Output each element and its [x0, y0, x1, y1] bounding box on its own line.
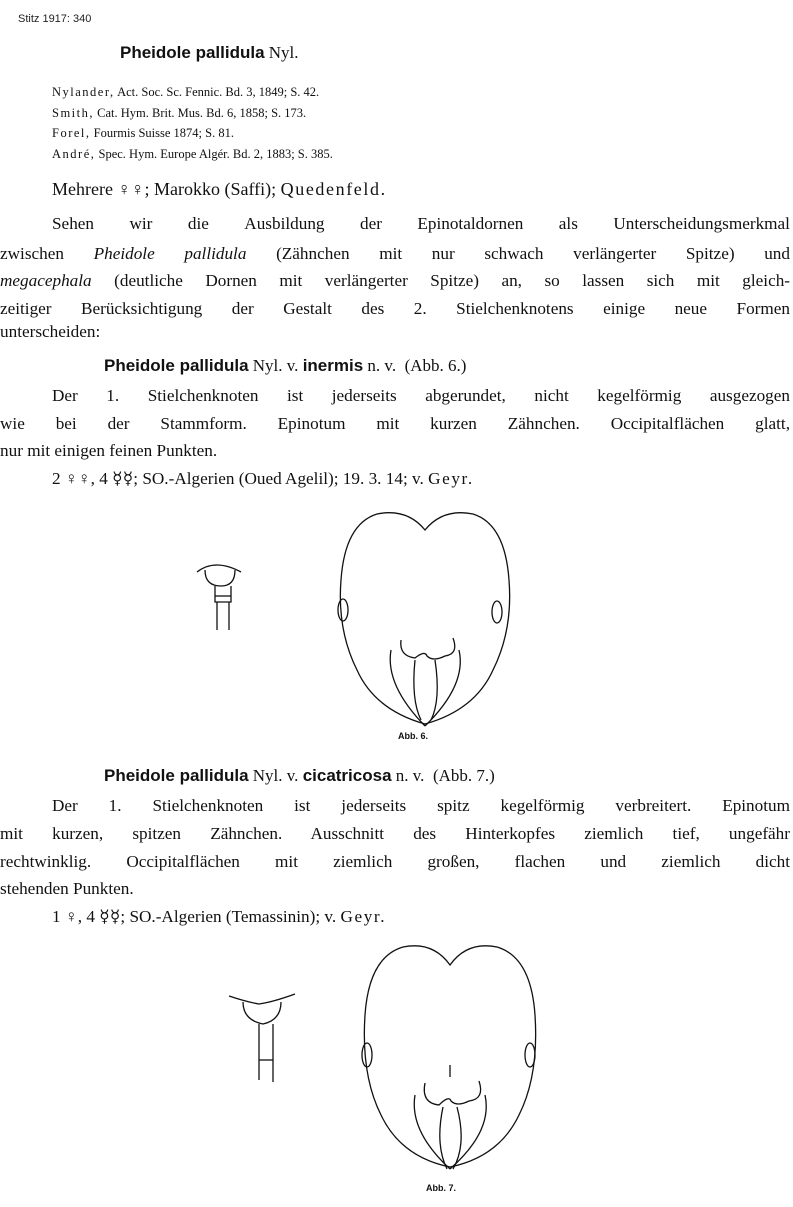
- variety-1-name: inermis: [302, 356, 364, 375]
- intro-text: (deutliche Dornen mit verlängerter Spitze) an, so lassen sich mit gleich-: [114, 271, 791, 290]
- intro-word: als: [558, 214, 578, 233]
- reference-author: Nylander,: [52, 85, 115, 99]
- variety-2-count: 1 ♀, 4 ☿☿;: [52, 907, 126, 926]
- intro-word: der: [359, 214, 382, 233]
- intro-word: wir: [129, 214, 153, 233]
- variety-2-figref: (Abb. 7.): [432, 766, 495, 785]
- variety-2-line-4: stehenden Punkten.: [0, 879, 134, 898]
- figure-6-head: [335, 500, 515, 730]
- reference-item: [52, 126, 234, 141]
- variety-2-locality: SO.-Algerien (Temassinin); v.: [129, 907, 337, 926]
- variety-1-line-2: wie bei der Stammform. Epinotum mit kurzen Zähnchen. Occipitalflächen glatt,: [0, 414, 790, 433]
- intro-taxon: Pheidole pallidula: [93, 244, 247, 263]
- intro-line-4: zeitiger Berücksichtigung der Gestalt des 2. Stielchenknotens einige neue Formen: [0, 299, 790, 318]
- record-prefix: Mehrere: [52, 179, 113, 199]
- record-main: [52, 179, 387, 200]
- variety-1-author: Nyl.: [252, 356, 283, 375]
- variety-2-title: [104, 766, 495, 786]
- variety-1-line-1: Der 1. Stielchenknoten ist jederseits abgerundet, nicht kegelförmig ausgezogen: [52, 386, 790, 405]
- species-name: Pheidole pallidula: [120, 43, 265, 62]
- record-symbols: ♀♀: [117, 179, 145, 199]
- variety-2-v: v.: [286, 766, 299, 785]
- variety-2-status: n. v.: [395, 766, 425, 785]
- variety-2-line-3: rechtwinklig. Occipitalflächen mit ziemlich großen, flachen und ziemlich dicht: [0, 852, 790, 871]
- intro-text: zwischen: [0, 244, 64, 263]
- page-citation: Stitz 1917: 340: [18, 13, 92, 25]
- intro-word: Sehen: [52, 214, 95, 233]
- intro-taxon: megacephala: [0, 271, 92, 290]
- figure-6-caption: Abb. 6.: [398, 731, 429, 741]
- variety-1-record: [52, 469, 474, 489]
- intro-word: Unterscheidungsmerkmal: [613, 214, 790, 233]
- reference-author: Forel,: [52, 126, 91, 140]
- intro-word: die: [187, 214, 209, 233]
- variety-2-species: Pheidole pallidula: [104, 766, 249, 785]
- variety-2-line-1: Der 1. Stielchenknoten ist jederseits spitz kegelförmig verbreitert. Epinotum: [52, 796, 790, 815]
- reference-item: [52, 106, 306, 121]
- reference-item: [52, 85, 319, 100]
- reference-author: André,: [52, 147, 96, 161]
- intro-word: Ausbildung: [244, 214, 325, 233]
- reference-text: Spec. Hym. Europe Algér. Bd. 2, 1883; S. 385.: [98, 147, 333, 161]
- reference-text: Act. Soc. Sc. Fennic. Bd. 3, 1849; S. 42.: [117, 85, 320, 99]
- variety-1-line-3: nur mit einigen feinen Punkten.: [0, 441, 218, 460]
- figure-7-head: [355, 935, 545, 1175]
- figure-6-petiole: [195, 560, 255, 640]
- record-collector: Quedenfeld.: [280, 179, 387, 199]
- variety-2-line-2: mit kurzen, spitzen Zähnchen. Ausschnitt des Hinterkopfes ziemlich tief, ungefähr: [0, 824, 790, 843]
- variety-2-author: Nyl.: [252, 766, 283, 785]
- variety-1-figref: (Abb. 6.): [404, 356, 467, 375]
- intro-line-5: unterscheiden:: [0, 322, 101, 341]
- species-title: [120, 43, 299, 63]
- figure-7-caption: Abb. 7.: [426, 1183, 457, 1193]
- variety-2-name: cicatricosa: [302, 766, 392, 785]
- variety-1-v: v.: [286, 356, 299, 375]
- intro-word: Epinotaldornen: [417, 214, 524, 233]
- variety-1-collector: Geyr.: [428, 469, 474, 488]
- variety-1-status: n. v.: [367, 356, 397, 375]
- variety-1-count: 2 ♀♀, 4 ☿☿;: [52, 469, 139, 488]
- species-author: Nyl.: [268, 43, 299, 62]
- reference-text: Fourmis Suisse 1874; S. 81.: [93, 126, 234, 140]
- variety-1-title: [104, 356, 466, 376]
- variety-1-locality: SO.-Algerien (Oued Agelil); 19. 3. 14; v.: [142, 469, 424, 488]
- variety-2-collector: Geyr.: [340, 907, 387, 926]
- intro-text: (Zähnchen mit nur schwach verlängerter Spitze) und: [276, 244, 790, 263]
- variety-1-species: Pheidole pallidula: [104, 356, 249, 375]
- reference-author: Smith,: [52, 106, 94, 120]
- intro-line-3: [0, 271, 790, 291]
- intro-line-2: [0, 244, 790, 264]
- variety-2-record: [52, 907, 386, 927]
- intro-line-1: [52, 214, 790, 234]
- reference-text: Cat. Hym. Brit. Mus. Bd. 6, 1858; S. 173.: [97, 106, 307, 120]
- reference-item: [52, 147, 333, 162]
- figure-7-petiole: [225, 990, 305, 1100]
- record-text: ; Marokko (Saffi);: [144, 179, 277, 199]
